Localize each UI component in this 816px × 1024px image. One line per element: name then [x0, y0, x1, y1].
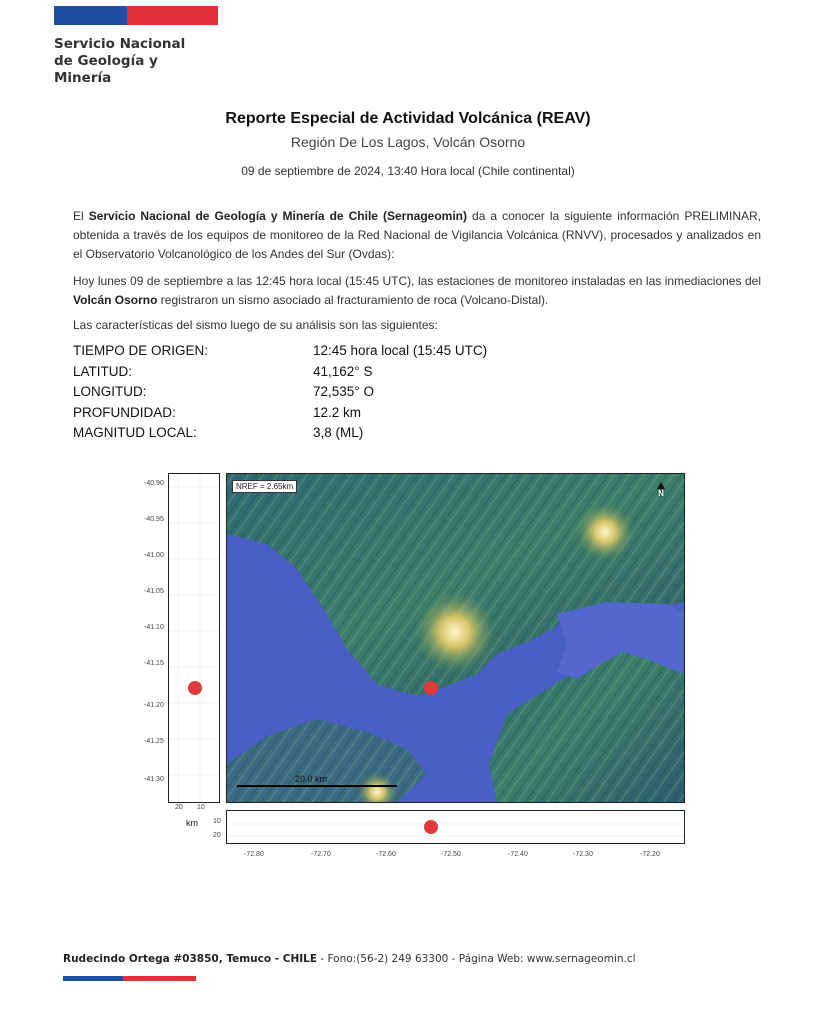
depth-tick: 10	[213, 818, 221, 825]
org-line-1: Servicio Nacional	[54, 36, 186, 52]
header-flag-red	[127, 6, 218, 25]
depth-tick: 20	[213, 832, 221, 839]
lat-tick: -41.15	[144, 660, 164, 667]
lat-tick: -41.10	[144, 624, 164, 631]
footer-flag-blue	[63, 976, 123, 981]
report-region: Región De Los Lagos, Volcán Osorno	[290, 134, 526, 150]
north-arrow-icon	[657, 482, 665, 489]
lat-tick: -41.00	[144, 552, 164, 559]
characteristics-intro: Las características del sismo luego de su análisis son las siguientes:	[73, 318, 438, 332]
event-paragraph: Hoy lunes 09 de septiembre a las 12:45 hora local (15:45 UTC), las estaciones de monitoreo instaladas en las inmediaciones del Volcán Osorno registraron un sismo asociado al fracturamiento de roca (Volcano-Distal).	[73, 274, 761, 307]
lat-tick: -41.25	[144, 738, 164, 745]
lat-depth-panel	[168, 473, 220, 803]
char-row-magnitude: MAGNITUD LOCAL: 3,8 (ML)	[73, 425, 364, 440]
depth-tick: 20	[175, 804, 183, 811]
header-flag-blue	[54, 6, 127, 25]
scale-bar	[237, 785, 397, 787]
char-row-latitude: LATITUD: 41,162° S	[73, 363, 373, 379]
lon-tick: -72.50	[441, 851, 461, 858]
lat-tick: -41.05	[144, 588, 164, 595]
footer-flag-red	[123, 976, 196, 981]
map-panel	[226, 473, 685, 803]
char-row-depth: PROFUNDIDAD: 12.2 km	[73, 404, 362, 420]
lon-tick: -72.60	[376, 851, 396, 858]
org-name: Servicio Nacional de Geología y Minería de Chile (Sernageomin)	[88, 209, 468, 223]
lat-tick: -40.95	[144, 516, 164, 523]
footer-address: Rudecindo Ortega #03850, Temuco - CHILE - Fono:(56-2) 249 63300 - Página Web: www.sernageomin.cl	[63, 953, 636, 965]
depth-axis-label: km	[186, 818, 198, 828]
lon-tick: -72.20	[640, 851, 660, 858]
lon-tick: -72.30	[573, 851, 593, 858]
char-row-longitude: LONGITUD: 72,535° O	[73, 384, 374, 399]
lat-tick: -41.20	[144, 702, 164, 709]
org-line-3: Minería	[54, 70, 112, 86]
nref-label: NREF = 2.65km	[232, 480, 297, 493]
north-arrow	[655, 482, 667, 498]
lon-tick: -72.70	[311, 851, 331, 858]
event-marker-depth-lat	[188, 681, 202, 695]
lon-depth-panel	[226, 810, 685, 844]
org-logo-text	[54, 36, 185, 87]
org-line-2: de Geología y	[54, 53, 158, 69]
north-label: N	[658, 489, 664, 498]
report-datetime: 09 de septiembre de 2024, 13:40 Hora local (Chile continental)	[241, 164, 575, 178]
characteristics-table	[73, 341, 487, 444]
report-title: Reporte Especial de Actividad Volcánica (REAV)	[225, 110, 591, 127]
char-row-origin-time: TIEMPO DE ORIGEN: 12:45 hora local (15:45 UTC)	[73, 343, 488, 358]
lon-tick: -72.80	[244, 851, 264, 858]
intro-paragraph: El Servicio Nacional de Geología y Minería de Chile (Sernageomin) da a conocer la siguiente información PRELIMINAR, obtenida a través de los equipos de monitoreo de la Red Nacional de Vigilancia Volcánica (RNVV), procesados y analizados en el Observatorio Volcanológico de los Andes del Sur (Ovdas):	[73, 209, 761, 261]
volcano-name: Volcán Osorno	[73, 293, 158, 307]
event-marker-lon-depth	[424, 820, 438, 834]
lat-tick: -41.30	[144, 776, 164, 783]
depth-tick: 10	[197, 804, 205, 811]
terrain-map	[227, 474, 684, 802]
lon-tick: -72.40	[508, 851, 528, 858]
lat-tick: -40.90	[144, 480, 164, 487]
scale-label: 20.0 km	[295, 774, 328, 784]
